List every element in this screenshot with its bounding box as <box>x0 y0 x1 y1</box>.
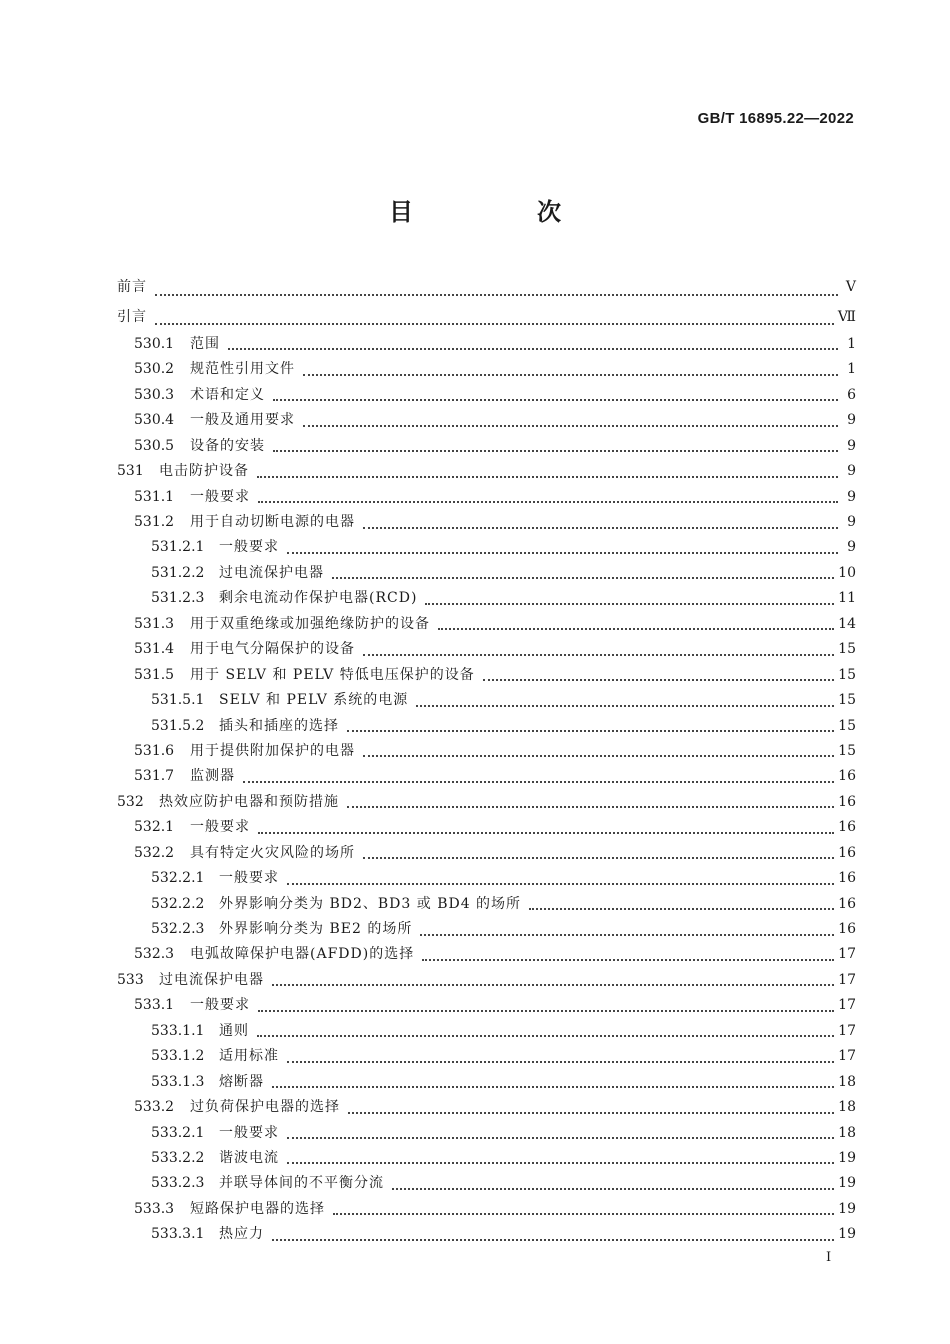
toc-entry-title: 一般及通用要求 <box>190 412 295 429</box>
toc-entry-title: 一般要求 <box>219 1124 279 1141</box>
toc-entry-title: 过电流保护电器 <box>219 564 324 581</box>
toc-entry-page: 17 <box>838 971 856 988</box>
toc-entry[interactable] <box>117 536 856 561</box>
toc-entry-title: 一般要求 <box>190 488 250 505</box>
toc-entry-page: Ⅶ <box>837 308 856 325</box>
toc-entry-title: 用于自动切断电源的电器 <box>190 514 355 531</box>
toc-leader-dots <box>529 907 834 910</box>
toc-entry-title: 谐波电流 <box>219 1149 279 1166</box>
toc-entry-number: 532.2.3 <box>151 921 205 938</box>
toc-entry-number: 532 <box>117 793 144 810</box>
toc-leader-dots <box>392 1187 834 1190</box>
toc-entry-page: 19 <box>838 1175 856 1192</box>
toc-entry-page: 18 <box>838 1124 856 1141</box>
toc-entry[interactable] <box>117 892 856 917</box>
toc-entry-title: 外界影响分类为 BE2 的场所 <box>219 921 413 938</box>
toc-entry-page: 1 <box>847 335 856 352</box>
toc-entry-title: 外界影响分类为 BD2、BD3 或 BD4 的场所 <box>219 895 522 912</box>
toc-entry-title: 用于双重绝缘或加强绝缘防护的设备 <box>190 615 430 632</box>
toc-leader-dots <box>333 1212 834 1215</box>
toc-entry-number: 532.2 <box>134 844 175 861</box>
toc-entry-number: 533.1.2 <box>151 1048 205 1065</box>
toc-entry[interactable] <box>117 1019 856 1044</box>
toc-entry[interactable] <box>117 993 856 1018</box>
toc-entry-title: 一般要求 <box>190 819 250 836</box>
standard-code: GB/T 16895.22—2022 <box>697 110 854 127</box>
toc-entry-page: 9 <box>847 488 856 505</box>
toc-entry[interactable] <box>117 586 856 611</box>
toc-leader-dots <box>287 551 838 554</box>
toc-entry[interactable] <box>117 764 856 789</box>
toc-leader-dots <box>272 1085 834 1088</box>
toc-leader-dots <box>258 831 834 834</box>
toc-entry-page: 16 <box>838 921 856 938</box>
toc-entry[interactable] <box>117 714 856 739</box>
toc-leader-dots <box>228 347 838 350</box>
toc-entry[interactable] <box>117 459 856 484</box>
toc-entry-title: 范围 <box>190 335 220 352</box>
toc-leader-dots <box>258 500 838 503</box>
toc-entry-title: 插头和插座的选择 <box>219 717 339 734</box>
toc-entry-page: 19 <box>838 1226 856 1243</box>
toc-leader-dots <box>287 1161 834 1164</box>
toc-leader-dots <box>257 1034 834 1037</box>
toc-entry-page: 18 <box>838 1073 856 1090</box>
toc-entry-title: 具有特定火灾风险的场所 <box>190 844 355 861</box>
toc-entry-title: 电击防护设备 <box>159 463 249 480</box>
toc-entry[interactable] <box>117 1121 856 1146</box>
toc-leader-dots <box>257 475 838 478</box>
toc-leader-dots <box>420 933 834 936</box>
toc-entry[interactable] <box>117 917 856 942</box>
toc-entry-number: 531.2.1 <box>151 539 205 556</box>
toc-entry-number: 531.5.2 <box>151 717 205 734</box>
toc-leader-dots <box>483 678 834 681</box>
toc-leader-dots <box>348 1111 834 1114</box>
toc-leader-dots <box>425 602 834 605</box>
toc-entry-page: 9 <box>847 514 856 531</box>
toc-entry[interactable] <box>117 739 856 764</box>
toc-entry[interactable] <box>117 1095 856 1120</box>
toc-entry-number: 533.1.1 <box>151 1022 205 1039</box>
toc-entry-title: 电弧故障保护电器(AFDD)的选择 <box>190 946 415 963</box>
toc-entry-page: 6 <box>847 386 856 403</box>
toc-leader-dots <box>303 373 838 376</box>
toc-entry-number: 533.1.3 <box>151 1073 205 1090</box>
toc-entry-number: 532.2.1 <box>151 870 205 887</box>
toc-leader-dots <box>363 526 838 529</box>
toc-entry[interactable] <box>117 1070 856 1095</box>
toc-entry-number: 531.2 <box>134 514 175 531</box>
toc-leader-dots <box>347 805 834 808</box>
table-of-contents <box>117 273 856 1248</box>
toc-entry[interactable] <box>117 561 856 586</box>
toc-entry-number: 530.5 <box>134 437 175 454</box>
toc-entry[interactable] <box>117 408 856 433</box>
toc-entry-title: 熔断器 <box>219 1073 264 1090</box>
toc-entry-title: SELV 和 PELV 系统的电源 <box>219 692 409 709</box>
toc-entry[interactable] <box>117 434 856 459</box>
toc-entry-title: 一般要求 <box>219 870 279 887</box>
toc-entry-number: 533.2.1 <box>151 1124 205 1141</box>
toc-entry-page: 16 <box>838 870 856 887</box>
toc-entry[interactable] <box>117 688 856 713</box>
toc-entry-number: 533.3.1 <box>151 1226 205 1243</box>
toc-entry-number: 532.2.2 <box>151 895 205 912</box>
toc-entry-page: 16 <box>838 844 856 861</box>
toc-entry-number: 532.3 <box>134 946 175 963</box>
toc-leader-dots <box>332 576 834 579</box>
toc-entry-page: 16 <box>838 895 856 912</box>
toc-entry[interactable] <box>117 1197 856 1222</box>
toc-entry[interactable] <box>117 841 856 866</box>
toc-entry[interactable] <box>117 866 856 891</box>
toc-entry-title: 剩余电流动作保护电器(RCD) <box>219 590 418 607</box>
toc-entry-number: 530.1 <box>134 335 175 352</box>
toc-entry[interactable] <box>117 273 856 303</box>
toc-leader-dots <box>422 958 834 961</box>
toc-leader-dots <box>416 704 834 707</box>
toc-entry-page: Ⅴ <box>845 279 856 295</box>
toc-entry-page: 14 <box>838 615 856 632</box>
toc-entry[interactable] <box>117 303 856 333</box>
toc-entry[interactable] <box>117 510 856 535</box>
toc-entry[interactable] <box>117 815 856 840</box>
toc-entry-page: 15 <box>838 666 856 683</box>
toc-entry-title: 用于 SELV 和 PELV 特低电压保护的设备 <box>190 666 475 683</box>
toc-entry-title: 一般要求 <box>219 539 279 556</box>
toc-entry-number: 531.2.3 <box>151 590 205 607</box>
toc-entry-page: 15 <box>838 717 856 734</box>
toc-entry-page: 17 <box>838 1048 856 1065</box>
toc-entry-page: 15 <box>838 742 856 759</box>
toc-entry-number: 531.5.1 <box>151 692 205 709</box>
toc-entry-page: 9 <box>847 437 856 454</box>
toc-entry-page: 17 <box>838 946 856 963</box>
toc-entry-page: 19 <box>838 1200 856 1217</box>
toc-entry[interactable] <box>117 968 856 993</box>
toc-entry-title: 适用标准 <box>219 1048 279 1065</box>
toc-entry-number: 531.4 <box>134 641 175 658</box>
toc-entry-number: 531.3 <box>134 615 175 632</box>
toc-entry-title: 短路保护电器的选择 <box>190 1200 325 1217</box>
toc-entry-title: 热效应防护电器和预防措施 <box>159 793 339 810</box>
toc-leader-dots <box>272 983 834 986</box>
toc-entry-page: 9 <box>847 412 856 429</box>
toc-entry-page: 18 <box>838 1099 856 1116</box>
toc-leader-dots <box>273 398 838 401</box>
toc-entry-page: 19 <box>838 1149 856 1166</box>
toc-leader-dots <box>287 1060 834 1063</box>
toc-entry-number: 531 <box>117 463 144 480</box>
toc-entry-number: 531.6 <box>134 742 175 759</box>
page-title: 目 次 <box>389 198 611 226</box>
toc-entry[interactable] <box>117 943 856 968</box>
toc-entry-number: 531.7 <box>134 768 175 785</box>
toc-entry-page: 15 <box>838 641 856 658</box>
toc-entry-title: 设备的安装 <box>190 437 265 454</box>
toc-leader-dots <box>272 1238 834 1241</box>
toc-entry[interactable] <box>117 790 856 815</box>
toc-entry-page: 9 <box>847 539 856 556</box>
toc-leader-dots <box>363 754 834 757</box>
toc-entry[interactable] <box>117 357 856 382</box>
toc-entry-title: 并联导体间的不平衡分流 <box>219 1175 384 1192</box>
toc-entry[interactable] <box>117 1146 856 1171</box>
toc-entry-page: 11 <box>838 590 856 607</box>
toc-entry[interactable] <box>117 383 856 408</box>
toc-leader-dots <box>438 627 834 630</box>
toc-entry-title: 热应力 <box>219 1226 264 1243</box>
toc-entry-page: 16 <box>838 793 856 810</box>
toc-entry-page: 9 <box>847 463 856 480</box>
toc-entry-title: 过电流保护电器 <box>159 971 264 988</box>
toc-entry-title: 过负荷保护电器的选择 <box>190 1099 340 1116</box>
toc-leader-dots <box>347 729 834 732</box>
toc-entry-page: 16 <box>838 819 856 836</box>
toc-leader-dots <box>155 293 838 296</box>
toc-entry-number: 533.2.2 <box>151 1149 205 1166</box>
toc-entry-title: 监测器 <box>190 768 235 785</box>
toc-entry-number: 531.2.2 <box>151 564 205 581</box>
toc-entry-page: 1 <box>847 361 856 378</box>
toc-entry[interactable] <box>117 663 856 688</box>
toc-entry-title: 用于电气分隔保护的设备 <box>190 641 355 658</box>
toc-entry-number: 531.5 <box>134 666 175 683</box>
toc-entry-number: 533.2 <box>134 1099 175 1116</box>
toc-entry-page: 17 <box>838 1022 856 1039</box>
toc-leader-dots <box>243 780 834 783</box>
toc-leader-dots <box>363 856 834 859</box>
toc-leader-dots <box>155 322 834 325</box>
toc-leader-dots <box>363 653 834 656</box>
toc-entry[interactable] <box>117 637 856 662</box>
toc-entry-page: 17 <box>838 997 856 1014</box>
toc-entry[interactable] <box>117 612 856 637</box>
toc-entry-number: 530.2 <box>134 361 175 378</box>
toc-entry-title: 前言 <box>117 279 147 295</box>
toc-entry[interactable] <box>117 485 856 510</box>
toc-entry-page: 10 <box>838 564 856 581</box>
toc-leader-dots <box>287 882 834 885</box>
toc-leader-dots <box>258 1009 834 1012</box>
toc-entry[interactable] <box>117 1044 856 1069</box>
toc-entry[interactable] <box>117 1171 856 1196</box>
toc-entry-title: 通则 <box>219 1022 249 1039</box>
toc-leader-dots <box>303 424 838 427</box>
toc-entry-number: 532.1 <box>134 819 175 836</box>
toc-entry-title: 用于提供附加保护的电器 <box>190 742 355 759</box>
toc-entry-title: 规范性引用文件 <box>190 361 295 378</box>
toc-entry-number: 533.3 <box>134 1200 175 1217</box>
toc-entry-page: 15 <box>838 692 856 709</box>
toc-entry-number: 533.2.3 <box>151 1175 205 1192</box>
toc-entry-number: 530.4 <box>134 412 175 429</box>
toc-entry-title: 一般要求 <box>190 997 250 1014</box>
toc-leader-dots <box>273 449 838 452</box>
toc-entry-title: 术语和定义 <box>190 386 265 403</box>
toc-entry-number: 530.3 <box>134 386 175 403</box>
toc-entry-number: 533.1 <box>134 997 175 1014</box>
page-number: I <box>826 1250 832 1265</box>
toc-leader-dots <box>287 1136 834 1139</box>
toc-entry-number: 533 <box>117 971 144 988</box>
toc-entry-title: 引言 <box>117 308 147 325</box>
toc-entry[interactable] <box>117 1222 856 1247</box>
toc-entry-page: 16 <box>838 768 856 785</box>
toc-entry-number: 531.1 <box>134 488 175 505</box>
toc-entry[interactable] <box>117 332 856 357</box>
